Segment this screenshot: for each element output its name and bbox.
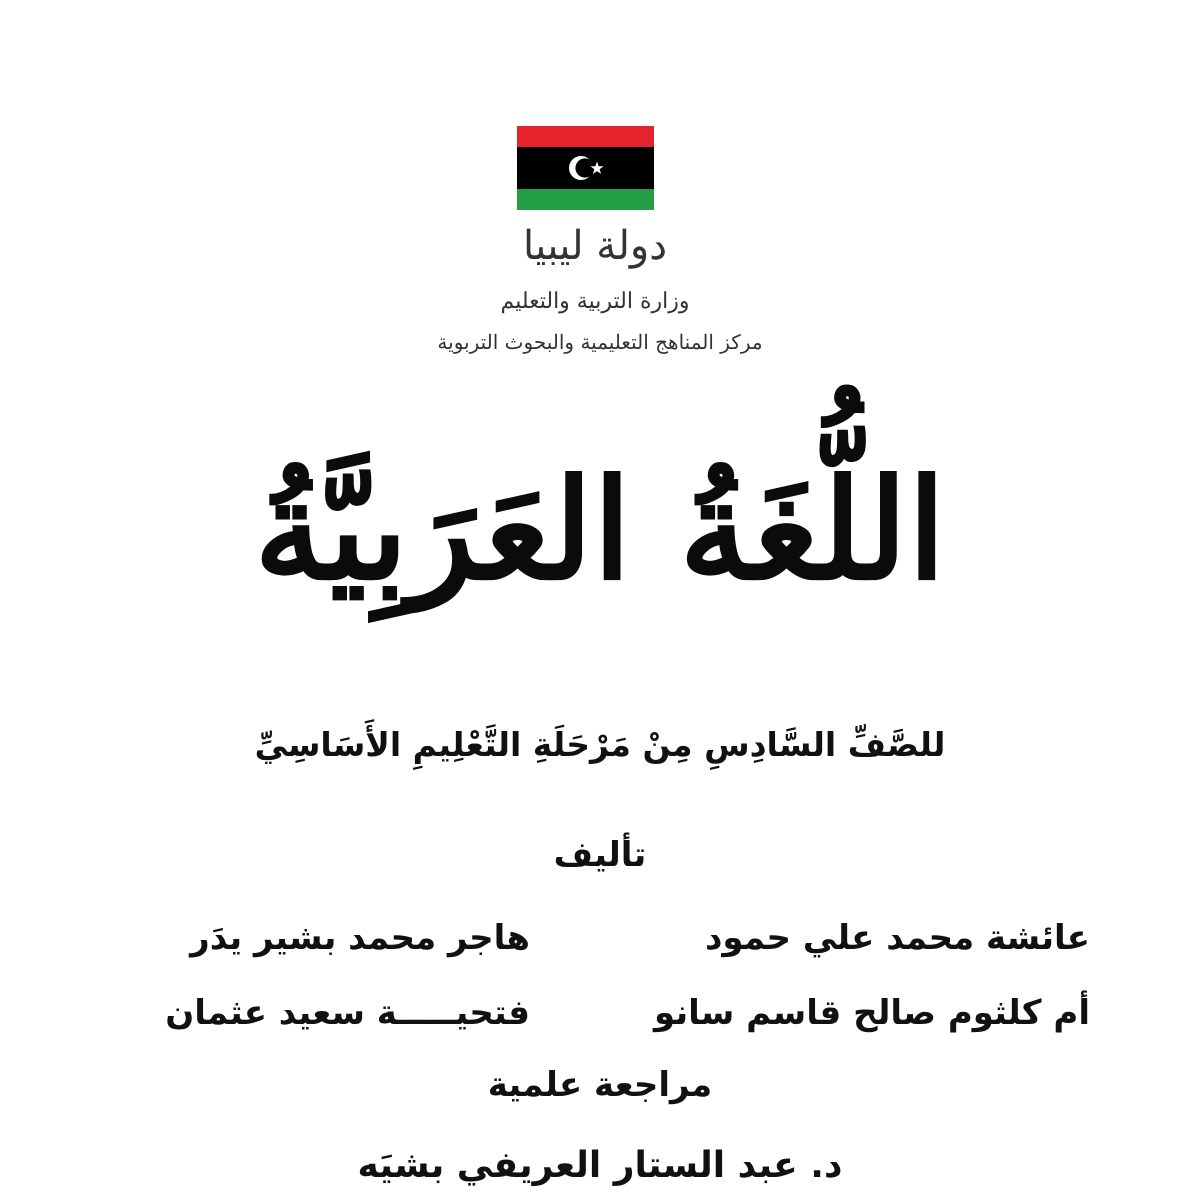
author-name: عائشة محمد علي حمود [704, 918, 1090, 958]
review-label: مراجعة علمية [487, 1065, 713, 1105]
logo-ministry-name: وزارة التربية والتعليم [500, 289, 690, 314]
grade-subtitle: للصَّفِّ السَّادِسِ مِنْ مَرْحَلَةِ التَّعْلِيمِ الأَسَاسِيِّ [254, 725, 946, 764]
authoring-label: تأليف [553, 835, 647, 875]
logo-country-name: دولة ليبيا [522, 223, 668, 269]
reviewer-name: د. عبد الستار العريفي بشيَه [357, 1145, 843, 1186]
author-name: فتحيـــــة سعيد عثمان [165, 993, 530, 1033]
author-name: هاجر محمد بشير يدَر [190, 918, 530, 958]
logo-center-name: مركز المناهج التعليمية والبحوث التربوية [437, 330, 763, 354]
author-name: أم كلثوم صالح قاسم سانو [654, 993, 1090, 1033]
book-title: اللُّغَةُ العَرَبِيَّةُ [254, 448, 946, 611]
libya-flag-icon [517, 126, 654, 210]
